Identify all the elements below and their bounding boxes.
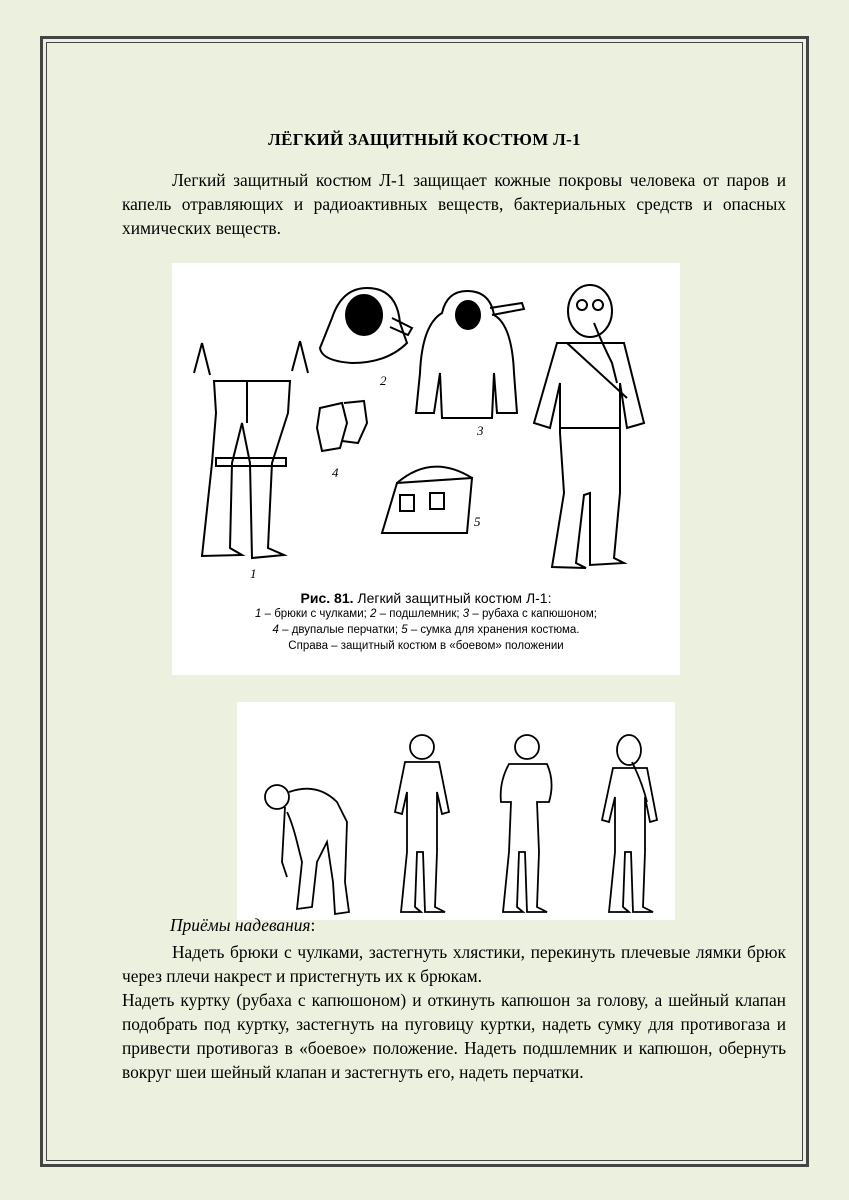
caption-title: Легкий защитный костюм Л-1: [357,590,552,606]
step-3-standing-figure [501,735,552,912]
page-title: ЛЁГКИЙ ЗАЩИТНЫЙ КОСТЮМ Л-1 [268,130,581,149]
caption-num: 4 [272,624,279,636]
caption-line-2 [172,622,680,638]
section-label [170,915,315,936]
figure-label-2: 2 [380,373,387,388]
caption-num: 2 [370,608,377,620]
step-2-standing-figure [395,735,449,912]
donning-steps-drawing [237,702,675,920]
section-label-text: Приёмы надевания [170,915,311,935]
caption-num: 1 [255,608,262,620]
figure-donning-steps [237,702,675,920]
figure-label-5: 5 [474,514,481,529]
step-1-bending-figure [265,785,349,914]
caption-text: – подшлемник; [376,608,463,620]
suit-components-drawing [172,263,680,583]
instruction-paragraph-2: Надеть куртку (рубаха с капюшоном) и откинуть капюшон за голову, а шейный клапан подобрать под куртку, застегнуть на пуговицу куртки, надеть сумку для противогаза и привести противогаз в «боевое» положение. Надеть подшлемник и капюшон, обернуть вокруг шеи шейный клапан и застегнуть его, надеть перчатки. [122,990,786,1082]
step-4-figure-with-gas-mask [602,735,657,912]
caption-text: – двупалые перчатки; [278,624,402,636]
caption-text: – сумка для хранения костюма. [407,624,580,636]
intro-paragraph: Легкий защитный костюм Л-1 защищает кожные покровы человека от паров и капель отравляющих и радиоактивных веществ, бактериальных средств и опасных химических веществ. [122,170,786,238]
trousers-drawing [194,341,308,558]
bag-drawing [382,467,472,533]
caption-num: 5 [401,624,408,636]
section-label-colon: : [310,915,316,935]
caption-text: – рубаха с капюшоном; [469,608,597,620]
caption-figure-number: Рис. 81. [300,590,354,606]
figure-label-4: 4 [332,465,339,480]
figure-suit-components [172,263,680,675]
jacket-drawing [416,291,524,418]
figure-label-3: 3 [477,423,484,438]
balaclava-drawing [320,288,412,363]
figure-caption [172,590,680,654]
gloves-drawing [317,401,367,451]
figure-label-1: 1 [250,566,257,581]
instruction-paragraph-1: Надеть брюки с чулками, застегнуть хлястики, перекинуть плечевые лямки брюк через плечи накрест и пристегнуть их к брюкам. [122,942,786,986]
caption-line-3: Справа – защитный костюм в «боевом» положении [288,640,564,652]
caption-num: 3 [462,608,470,620]
person-in-suit-drawing [534,285,644,568]
caption-line-1 [172,606,680,622]
caption-text: – брюки с чулками; [261,608,371,620]
